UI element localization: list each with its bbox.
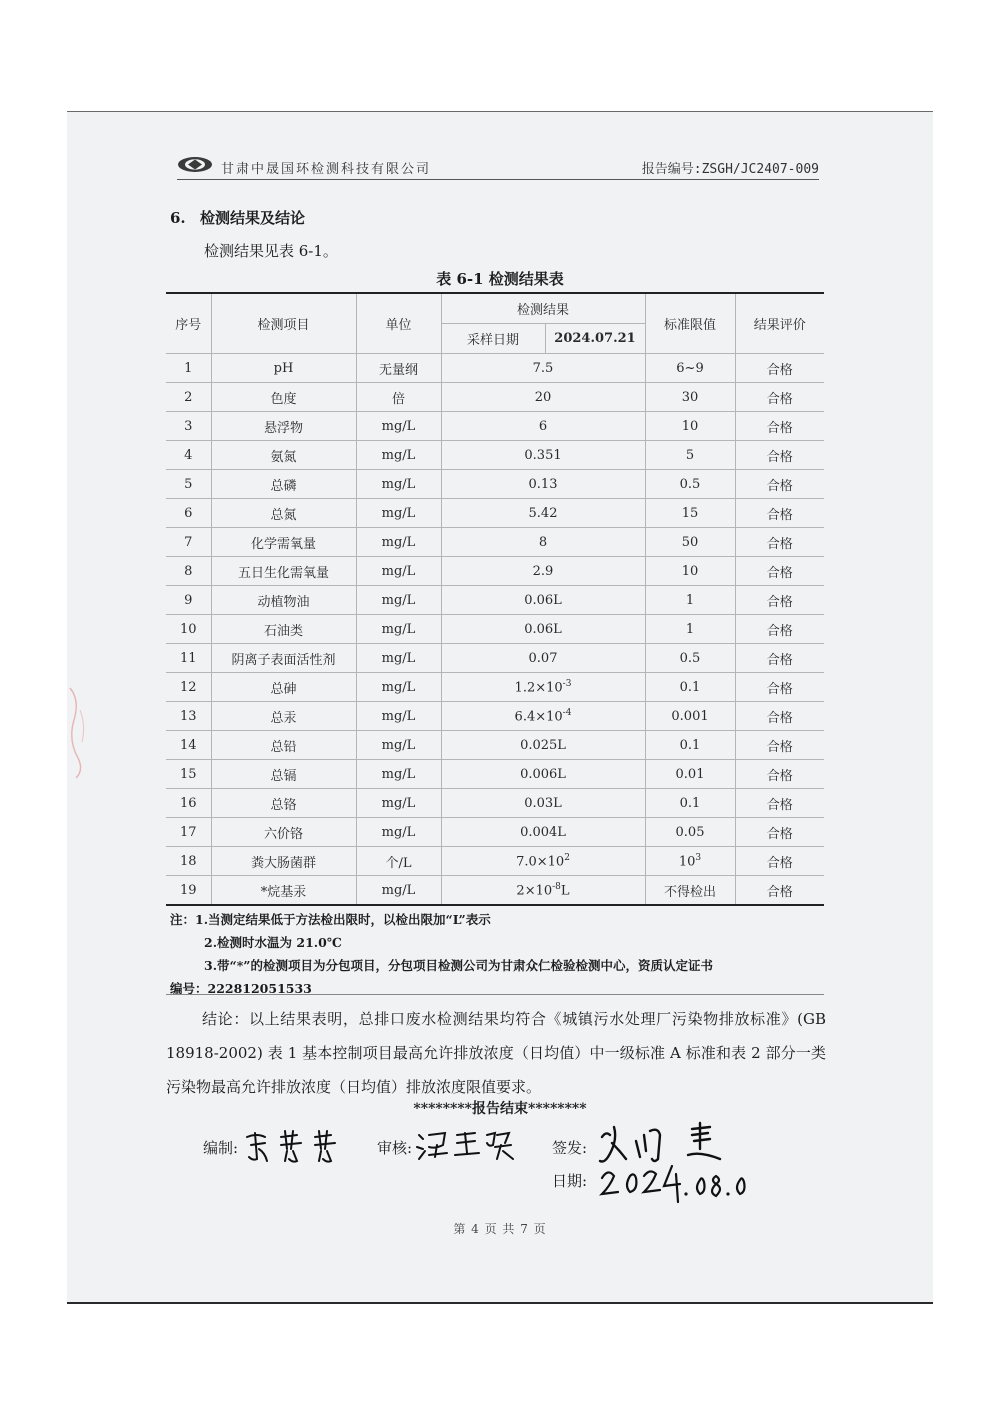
- cell-index: 9: [166, 586, 211, 615]
- result-suffix: L: [560, 883, 570, 899]
- approver-signature: [552, 1137, 587, 1158]
- cell-index: 17: [166, 818, 211, 847]
- result-exponent: -8: [552, 881, 561, 892]
- conclusion-paragraph: 结论：以上结果表明，总排口废水检测结果均符合《城镇污水处理厂污染物排放标准》(GB 18918-2002) 表 1 基本控制项目最高允许排放浓度（日均值）中一级标准 A 标准和表 2 部分一类污染物最高允许排放浓度（日均值）排放浓度限值要求。: [166, 1010, 826, 1096]
- section-title-text: 检测结果及结论: [200, 209, 306, 227]
- reviewer-signature: [377, 1137, 412, 1158]
- limit-value: 0.05: [675, 824, 705, 840]
- cell-limit: [645, 557, 735, 586]
- limit-value: 6~9: [676, 360, 704, 376]
- results-table: [166, 292, 824, 906]
- cell-evaluation: 合格: [735, 441, 824, 470]
- table-row: [166, 847, 824, 876]
- cell-result: [441, 499, 645, 528]
- cell-index: 6: [166, 499, 211, 528]
- cell-unit: mg/L: [356, 644, 441, 673]
- cell-unit: mg/L: [356, 528, 441, 557]
- cell-limit: [645, 615, 735, 644]
- compiler-signature: [203, 1137, 238, 1158]
- cell-evaluation: 合格: [735, 876, 824, 906]
- header-sample-date-label: 采样日期: [441, 324, 545, 354]
- limit-exponent: 3: [695, 852, 702, 863]
- section-intro: 检测结果见表 6-1。: [204, 242, 338, 260]
- cell-item: 总砷: [211, 673, 356, 702]
- note-line-4: 编号：222812051533: [170, 981, 312, 996]
- cell-item: 总铬: [211, 789, 356, 818]
- cell-item: 粪大肠菌群: [211, 847, 356, 876]
- table-row: [166, 441, 824, 470]
- compiler-handwritten-signature: [243, 1127, 343, 1167]
- notes-divider: [166, 994, 824, 995]
- table-row: [166, 499, 824, 528]
- table-row: [166, 528, 824, 557]
- cell-item: 氨氮: [211, 441, 356, 470]
- cell-result: [441, 876, 645, 906]
- table-notes: [170, 908, 820, 1000]
- cell-result: [441, 441, 645, 470]
- table-caption: 表 6-1 检测结果表: [436, 270, 564, 288]
- cell-index: 12: [166, 673, 211, 702]
- cell-unit: mg/L: [356, 615, 441, 644]
- cell-result: [441, 383, 645, 412]
- cell-limit: [645, 644, 735, 673]
- cell-evaluation: 合格: [735, 673, 824, 702]
- limit-value: 0.1: [679, 737, 701, 753]
- date-label: 日期:: [552, 1172, 588, 1190]
- result-value: 0.06L: [524, 592, 562, 608]
- limit-value: 15: [681, 505, 699, 521]
- note-line-2: 2.检测时水温为 21.0℃: [204, 935, 342, 950]
- cell-limit: [645, 441, 735, 470]
- result-value: 6: [538, 418, 548, 434]
- result-value: 0.025L: [520, 737, 566, 753]
- result-value: 0.004L: [520, 824, 566, 840]
- note-line-1: 注：1.当测定结果低于方法检出限时，以检出限加“L”表示: [170, 912, 491, 927]
- cell-index: 10: [166, 615, 211, 644]
- table-row: [166, 818, 824, 847]
- cell-index: 7: [166, 528, 211, 557]
- cell-limit: [645, 586, 735, 615]
- cell-item: 六价铬: [211, 818, 356, 847]
- section-number: 6.: [170, 209, 186, 227]
- limit-value: 10: [681, 418, 699, 434]
- header-item: 检测项目: [211, 293, 356, 354]
- cell-limit: [645, 818, 735, 847]
- cell-unit: mg/L: [356, 731, 441, 760]
- cell-index: 15: [166, 760, 211, 789]
- table-row: [166, 760, 824, 789]
- page-number: 第 4 页 共 7 页: [453, 1222, 547, 1236]
- cell-unit: 无量纲: [356, 354, 441, 383]
- cell-result: [441, 847, 645, 876]
- cell-unit: mg/L: [356, 412, 441, 441]
- cell-evaluation: 合格: [735, 412, 824, 441]
- cell-limit: [645, 528, 735, 557]
- limit-value: 0.5: [679, 650, 701, 666]
- result-value: 0.351: [524, 447, 562, 463]
- cell-result: [441, 702, 645, 731]
- cell-result: [441, 644, 645, 673]
- cell-item: 总镉: [211, 760, 356, 789]
- result-value: 2.9: [532, 563, 554, 579]
- cell-unit: mg/L: [356, 789, 441, 818]
- cell-result: [441, 818, 645, 847]
- cell-item: 阴离子表面活性剂: [211, 644, 356, 673]
- cell-unit: mg/L: [356, 499, 441, 528]
- cell-evaluation: 合格: [735, 528, 824, 557]
- table-row: [166, 470, 824, 499]
- header-sample-date: 2024.07.21: [545, 324, 645, 354]
- cell-unit: mg/L: [356, 702, 441, 731]
- limit-value: 10: [681, 563, 699, 579]
- table-row: [166, 702, 824, 731]
- cell-item: 总氮: [211, 499, 356, 528]
- cell-evaluation: 合格: [735, 760, 824, 789]
- section-title: [170, 207, 305, 228]
- result-value: 5.42: [528, 505, 558, 521]
- cell-evaluation: 合格: [735, 702, 824, 731]
- reviewer-label: 审核:: [377, 1139, 413, 1157]
- cell-item: 总磷: [211, 470, 356, 499]
- cell-result: [441, 470, 645, 499]
- cell-item: 石油类: [211, 615, 356, 644]
- report-end-mark: ********报告结束********: [413, 1101, 587, 1117]
- result-exponent: -4: [562, 707, 572, 718]
- limit-value: 30: [681, 389, 699, 405]
- table-row: [166, 383, 824, 412]
- table-row: [166, 586, 824, 615]
- compiler-label: 编制:: [203, 1139, 239, 1157]
- cell-evaluation: 合格: [735, 847, 824, 876]
- header-unit: 单位: [356, 293, 441, 354]
- cell-limit: [645, 470, 735, 499]
- cell-index: 5: [166, 470, 211, 499]
- cell-item: 总汞: [211, 702, 356, 731]
- cell-limit: [645, 847, 735, 876]
- note-line-3: 3.带“*”的检测项目为分包项目，分包项目检测公司为甘肃众仁检验检测中心，资质认定证书: [204, 958, 713, 973]
- limit-value: 不得检出: [663, 884, 716, 900]
- cell-evaluation: 合格: [735, 644, 824, 673]
- table-row: [166, 557, 824, 586]
- table-row: [166, 673, 824, 702]
- cell-unit: mg/L: [356, 876, 441, 906]
- limit-value: 0.1: [679, 795, 701, 811]
- table-row: [166, 644, 824, 673]
- limit-value: 10: [678, 854, 696, 870]
- cell-limit: [645, 412, 735, 441]
- result-value: 1.2×10: [514, 680, 563, 696]
- cell-result: [441, 354, 645, 383]
- cell-item: 悬浮物: [211, 412, 356, 441]
- cell-evaluation: 合格: [735, 499, 824, 528]
- cell-unit: 倍: [356, 383, 441, 412]
- cell-limit: [645, 760, 735, 789]
- faint-stamp-mark: [66, 680, 92, 780]
- table-row: [166, 789, 824, 818]
- cell-item: 动植物油: [211, 586, 356, 615]
- cell-evaluation: 合格: [735, 354, 824, 383]
- cell-item: 色度: [211, 383, 356, 412]
- cell-limit: [645, 789, 735, 818]
- result-value: 8: [538, 534, 548, 550]
- cell-evaluation: 合格: [735, 557, 824, 586]
- header-index: 序号: [166, 293, 211, 354]
- limit-value: 5: [685, 447, 695, 463]
- limit-value: 1: [685, 621, 695, 637]
- limit-value: 50: [681, 534, 699, 550]
- cell-index: 14: [166, 731, 211, 760]
- company-name: 甘肃中晟国环检测科技有限公司: [221, 162, 432, 177]
- cell-item: 总铅: [211, 731, 356, 760]
- reviewer-handwritten-signature: [415, 1127, 515, 1167]
- cell-result: [441, 760, 645, 789]
- cell-unit: mg/L: [356, 760, 441, 789]
- cell-unit: mg/L: [356, 818, 441, 847]
- date-signature: [552, 1170, 587, 1191]
- table-row: [166, 615, 824, 644]
- cell-item: 化学需氧量: [211, 528, 356, 557]
- table-row: [166, 412, 824, 441]
- approver-label: 签发:: [552, 1139, 588, 1157]
- cell-index: 3: [166, 412, 211, 441]
- cell-evaluation: 合格: [735, 383, 824, 412]
- cell-unit: mg/L: [356, 586, 441, 615]
- header-result: 检测结果: [441, 293, 645, 324]
- cell-index: 18: [166, 847, 211, 876]
- cell-evaluation: 合格: [735, 615, 824, 644]
- cell-index: 8: [166, 557, 211, 586]
- cell-item: 五日生化需氧量: [211, 557, 356, 586]
- cell-result: [441, 412, 645, 441]
- limit-value: 0.001: [671, 708, 709, 724]
- cell-evaluation: 合格: [735, 731, 824, 760]
- cell-unit: mg/L: [356, 673, 441, 702]
- cell-unit: 个/L: [356, 847, 441, 876]
- limit-value: 0.01: [675, 766, 705, 782]
- cell-index: 13: [166, 702, 211, 731]
- table-row: [166, 876, 824, 906]
- result-value: 0.13: [528, 476, 558, 492]
- cell-index: 4: [166, 441, 211, 470]
- result-exponent: 2: [564, 852, 570, 863]
- limit-value: 0.5: [679, 476, 701, 492]
- cell-result: [441, 586, 645, 615]
- date-handwritten: [596, 1156, 756, 1206]
- header-evaluation: 结果评价: [735, 293, 824, 354]
- cell-limit: [645, 673, 735, 702]
- cell-unit: mg/L: [356, 557, 441, 586]
- cell-limit: [645, 383, 735, 412]
- cell-limit: [645, 499, 735, 528]
- limit-value: 1: [685, 592, 695, 608]
- cell-limit: [645, 876, 735, 906]
- report-number: 报告编号:ZSGH/JC2407-009: [641, 162, 819, 177]
- result-value: 0.06L: [524, 621, 562, 637]
- cell-item: *烷基汞: [211, 876, 356, 906]
- result-value: 0.006L: [520, 766, 566, 782]
- cell-evaluation: 合格: [735, 818, 824, 847]
- cell-index: 1: [166, 354, 211, 383]
- cell-index: 2: [166, 383, 211, 412]
- result-exponent: -3: [562, 678, 572, 689]
- cell-evaluation: 合格: [735, 586, 824, 615]
- cell-evaluation: 合格: [735, 789, 824, 818]
- result-value: 7.5: [532, 360, 554, 376]
- cell-index: 19: [166, 876, 211, 906]
- cell-result: [441, 557, 645, 586]
- limit-value: 0.1: [679, 679, 701, 695]
- cell-index: 16: [166, 789, 211, 818]
- header-limit: 标准限值: [645, 293, 735, 354]
- table-row: [166, 354, 824, 383]
- cell-limit: [645, 702, 735, 731]
- cell-limit: [645, 731, 735, 760]
- cell-item: pH: [211, 354, 356, 383]
- page-header: [177, 153, 819, 180]
- cell-result: [441, 673, 645, 702]
- cell-result: [441, 789, 645, 818]
- result-value: 20: [534, 389, 552, 405]
- cell-result: [441, 615, 645, 644]
- company-logo: [177, 156, 213, 173]
- cell-unit: mg/L: [356, 470, 441, 499]
- result-value: 2×10: [516, 883, 553, 899]
- cell-unit: mg/L: [356, 441, 441, 470]
- cell-index: 11: [166, 644, 211, 673]
- cell-result: [441, 731, 645, 760]
- result-value: 6.4×10: [514, 709, 563, 725]
- result-value: 0.03L: [524, 795, 562, 811]
- cell-evaluation: 合格: [735, 470, 824, 499]
- result-value: 0.07: [528, 650, 558, 666]
- table-row: [166, 731, 824, 760]
- result-value: 7.0×10: [516, 854, 565, 870]
- cell-result: [441, 528, 645, 557]
- cell-limit: [645, 354, 735, 383]
